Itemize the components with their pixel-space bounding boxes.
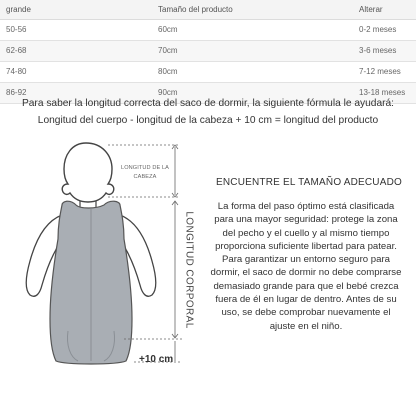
cell-size: 50-56 <box>6 25 27 34</box>
table-header-row <box>0 0 416 20</box>
cell-product-size: 80cm <box>158 67 178 76</box>
head-length-label-line2: CABEZA <box>133 174 157 180</box>
cell-product-size: 60cm <box>158 25 178 34</box>
cell-size: 86-92 <box>6 88 27 97</box>
table-row <box>0 62 416 83</box>
baby-sleeping-bag-illustration <box>0 135 210 416</box>
description-line: dormir, el saco de dormir no debe comprarse <box>210 267 402 279</box>
header-size: grande <box>6 5 31 14</box>
cell-size: 62-68 <box>6 46 27 55</box>
cell-product-size: 70cm <box>158 46 178 55</box>
size-diagram <box>0 135 210 416</box>
description-line: para una mayor seguridad: protege la zona <box>214 214 398 226</box>
body-length-label <box>182 210 196 330</box>
description-line: uso, se debe comprobar nuevamente el <box>221 307 391 319</box>
cell-age: 7-12 meses <box>359 67 401 76</box>
cell-age: 13-18 meses <box>359 88 406 97</box>
cell-age: 0-2 meses <box>359 25 397 34</box>
description-line: Para garantizar un entorno seguro para <box>222 254 390 266</box>
cell-age: 3-6 meses <box>359 46 397 55</box>
formula-intro: Para saber la longitud correcta del saco de dormir, la siguiente fórmula le ayudará: <box>21 98 395 109</box>
description-line: La forma del paso óptimo está clasificada <box>217 201 395 212</box>
table-row <box>0 41 416 62</box>
size-table <box>0 0 416 104</box>
head-outline <box>62 143 114 202</box>
head-length-label-line1: LONGITUD DE LA <box>120 165 170 171</box>
header-age: Alterar <box>359 5 383 14</box>
head-length-label <box>116 164 174 182</box>
section-title: ENCUENTRE EL TAMAÑO ADECUADO <box>216 177 403 188</box>
body-length-label-text: LONGITUD CORPORAL <box>183 211 195 329</box>
header-product-size: Tamaño del producto <box>158 5 233 14</box>
description-line: fuera de él en lugar de dentro. Antes de su <box>215 294 397 306</box>
description-line: del pecho y el cuello y al mismo tiempo <box>222 227 390 239</box>
cell-size: 74-80 <box>6 67 27 76</box>
description-line: proporciona suficiente libertad para patear. <box>215 240 397 252</box>
extra-length-label: +10 cm <box>139 354 174 365</box>
cell-product-size: 90cm <box>158 88 178 97</box>
table-row <box>0 20 416 41</box>
description-line: demasiado grande para que el bebé crezca <box>213 280 399 292</box>
description-line: ajuste en el niño. <box>269 320 343 332</box>
formula-equation: Longitud del cuerpo - longitud de la cabeza + 10 cm = longitud del producto <box>37 115 379 126</box>
description-text <box>202 200 410 333</box>
